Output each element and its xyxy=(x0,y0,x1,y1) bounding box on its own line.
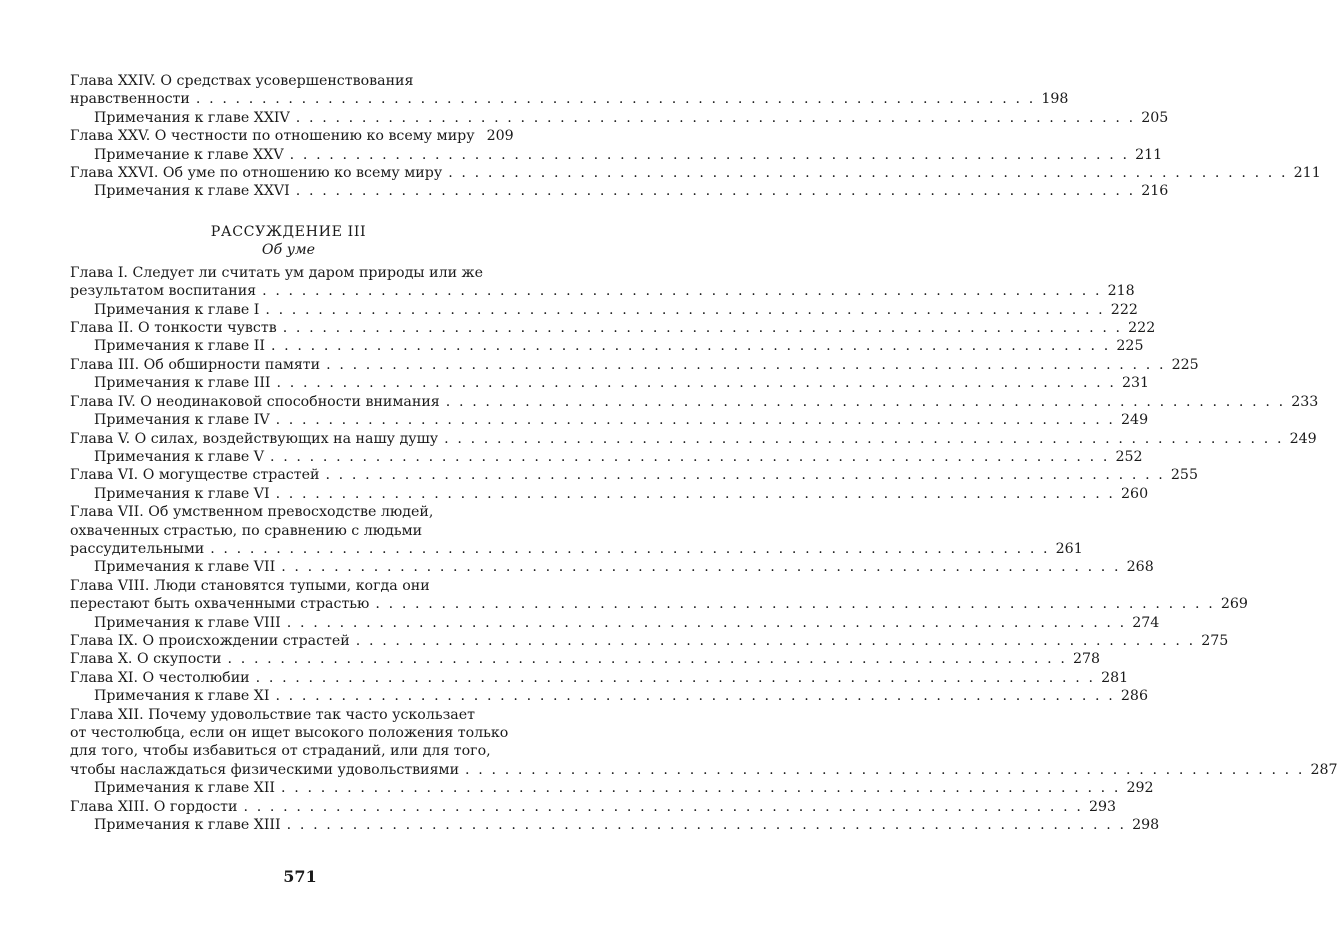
entry-title-line: Глава XI. О честолюбии xyxy=(70,669,250,686)
page-number: 571 xyxy=(283,867,317,886)
toc-note-entry xyxy=(70,614,1160,632)
entry-page-number: 274 xyxy=(1132,614,1160,631)
entry-page-number: 255 xyxy=(1170,467,1198,484)
dot-leader: . . . . . . . . . . . . . . . . . . . . . . . . . . . . . . . . . . . . . . . . . . . . . . . . . . . . . . . . . . . . . . . . xyxy=(195,91,1036,108)
entry-page-number: 231 xyxy=(1122,375,1150,392)
entry-last-line xyxy=(70,282,1135,300)
entry-last-line xyxy=(70,466,1198,484)
entry-page-number: 218 xyxy=(1107,283,1135,300)
entry-title-line: Примечания к главе XI xyxy=(94,688,270,705)
toc-chapter-entry xyxy=(70,650,1101,668)
entry-title-line: Примечания к главе V xyxy=(94,448,264,465)
toc-chapter-entry xyxy=(70,577,1248,614)
entry-title-line: Примечание к главе XXV xyxy=(94,146,284,163)
toc-chapter-entry xyxy=(70,393,1319,411)
entry-last-line xyxy=(70,761,1338,779)
toc-note-entry xyxy=(70,779,1154,797)
dot-leader: . . . . . . . . . . . . . . . . . . . . . . . . . . . . . . . . . . . . . . . . . . . . . . . . . . . . . . . . . . . . . . . . xyxy=(355,632,1196,649)
toc-chapter-entry xyxy=(70,798,1117,816)
entry-page-number: 298 xyxy=(1132,817,1160,834)
entry-page-number: 252 xyxy=(1115,448,1143,465)
entry-last-line xyxy=(94,301,1138,319)
toc-note-entry xyxy=(70,687,1148,705)
entry-title-line: Примечания к главе XXVI xyxy=(94,183,290,200)
entry-last-line xyxy=(70,90,1069,108)
entry-title-line: Глава XIII. О гордости xyxy=(70,798,238,815)
entry-title-line: Примечания к главе XXIV xyxy=(94,109,290,126)
entry-last-line xyxy=(94,337,1144,355)
dot-leader: . . . . . . . . . . . . . . . . . . . . . . . . . . . . . . . . . . . . . . . . . . . . . . . . . . . . . . . . . . . . . . . . xyxy=(255,669,1096,686)
entry-last-line xyxy=(94,182,1169,200)
dot-leader: . . . . . . . . . . . . . . . . . . . . . . . . . . . . . . . . . . . . . . . . . . . . . . . . . . . . . . . . . . . . . . . . xyxy=(445,393,1286,410)
entry-title-line: Глава XII. Почему удовольствие так часто ускользает xyxy=(70,706,476,723)
entry-last-line xyxy=(94,109,1169,127)
entry-last-line xyxy=(94,411,1149,429)
entry-page-number: 205 xyxy=(1141,109,1169,126)
entry-last-line xyxy=(70,669,1129,687)
dot-leader: . . . . . . . . . . . . . . . . . . . . . . . . . . . . . . . . . . . . . . . . . . . . . . . . . . . . . . . . . . . . . . . . xyxy=(281,780,1121,797)
dot-leader: . . . . . . . . . . . . . . . . . . . . . . . . . . . . . . . . . . . . . . . . . . . . . . . . . . . . . . . . . . . . . . . . xyxy=(295,183,1136,200)
entry-last-line xyxy=(94,816,1160,834)
toc-block-part2-end xyxy=(70,72,1321,201)
entry-last-line xyxy=(94,485,1149,503)
entry-title-line: Примечания к главе III xyxy=(94,375,271,392)
entry-title-line: Глава VII. Об умственном превосходстве людей, xyxy=(70,504,434,521)
entry-last-line xyxy=(70,595,1248,613)
dot-leader: . . . . . . . . . . . . . . . . . . . . . . . . . . . . . . . . . . . . . . . . . . . . . . . . . . . . . . . . . . . . . . . . xyxy=(270,338,1111,355)
toc-chapter-entry xyxy=(70,632,1229,650)
dot-leader: . . . . . . . . . . . . . . . . . . . . . . . . . . . . . . . . . . . . . . . . . . . . . . . . . . . . . . . . . . . . . . . . xyxy=(282,320,1123,337)
dot-leader: . . . . . . . . . . . . . . . . . . . . . . . . . . . . . . . . . . . . . . . . . . . . . . . . . . . . . . . . . . . . . . . . xyxy=(325,467,1165,484)
toc-note-entry xyxy=(70,146,1163,164)
entry-title-line: результатом воспитания xyxy=(70,283,257,300)
section-subtitle: Об уме xyxy=(261,241,316,258)
entry-title-line: Примечания к главе IV xyxy=(94,412,270,429)
entry-page-number: 278 xyxy=(1072,651,1101,668)
entry-title-line: Глава VI. О могуществе страстей xyxy=(70,467,320,484)
entry-last-line xyxy=(94,687,1148,705)
toc-note-entry xyxy=(70,816,1160,834)
entry-title-line: Примечания к главе VIII xyxy=(94,614,281,631)
toc-note-entry xyxy=(70,485,1149,503)
entry-page-number: 249 xyxy=(1121,412,1149,429)
entry-page-number: 293 xyxy=(1088,798,1117,815)
entry-title-line: Глава II. О тонкости чувств xyxy=(70,320,277,337)
entry-title-line: Примечания к главе XIII xyxy=(94,817,281,834)
section-heading xyxy=(70,223,507,259)
toc-chapter-entry xyxy=(70,127,514,145)
entry-page-number: 268 xyxy=(1126,559,1154,576)
entry-page-number: 261 xyxy=(1055,540,1083,557)
entry-title-line: Глава X. О скупости xyxy=(70,651,222,668)
entry-title-line: Примечания к главе II xyxy=(94,338,265,355)
dot-leader: . . . . . . . . . . . . . . . . . . . . . . . . . . . . . . . . . . . . . . . . . . . . . . . . . . . . . . . . . . . . . . . . xyxy=(444,430,1284,447)
dot-leader: . . . . . . . . . . . . . . . . . . . . . . . . . . . . . . . . . . . . . . . . . . . . . . . . . . . . . . . . . . . . . . . . xyxy=(281,559,1121,576)
dot-leader: . . . . . . . . . . . . . . . . . . . . . . . . . . . . . . . . . . . . . . . . . . . . . . . . . . . . . . . . . . . . . . . . xyxy=(269,448,1110,465)
section-title: РАССУЖДЕНИЕ III xyxy=(210,223,367,240)
entry-last-line xyxy=(70,632,1229,650)
entry-last-line xyxy=(70,356,1199,374)
entry-page-number: 198 xyxy=(1041,91,1069,108)
entry-last-line xyxy=(94,779,1154,797)
entry-title-line: для того, чтобы избавиться от страданий, или для того, xyxy=(70,743,491,760)
entry-last-line xyxy=(70,540,1083,558)
dot-leader: . . . . . . . . . . . . . . . . . . . . . . . . . . . . . . . . . . . . . . . . . . . . . . . . . . . . . . . . . . . . . . . . xyxy=(275,485,1116,502)
dot-leader: . . . . . . . . . . . . . . . . . . . . . . . . . . . . . . . . . . . . . . . . . . . . . . . . . . . . . . . . . . . . . . . . xyxy=(227,651,1067,668)
dot-leader: . . . . . . . . . . . . . . . . . . . . . . . . . . . . . . . . . . . . . . . . . . . . . . . . . . . . . . . . . . . . . . . . xyxy=(286,817,1127,834)
entry-page-number: 225 xyxy=(1116,338,1144,355)
entry-page-number: 209 xyxy=(486,128,514,145)
entry-title-line: Глава VIII. Люди становятся тупыми, когда они xyxy=(70,577,430,594)
entry-page-number: 225 xyxy=(1171,356,1199,373)
toc-note-entry xyxy=(70,448,1143,466)
toc-chapter-entry xyxy=(70,706,1338,780)
entry-last-line xyxy=(94,448,1143,466)
entry-title-line: нравственности xyxy=(70,91,190,108)
entry-title-line: охваченных страстью, по сравнению с людьми xyxy=(70,522,423,539)
entry-page-number: 292 xyxy=(1126,780,1154,797)
entry-title-line: Примечания к главе I xyxy=(94,301,260,318)
toc-note-entry xyxy=(70,374,1150,392)
entry-title-line: Глава XXV. О честности по отношению ко всему миру xyxy=(70,128,475,145)
dot-leader: . . . . . . . . . . . . . . . . . . . . . . . . . . . . . . . . . . . . . . . . . . . . . . . . . . . . . . . . . . . . . . . . xyxy=(289,146,1130,163)
dot-leader: . . . . . . . . . . . . . . . . . . . . . . . . . . . . . . . . . . . . . . . . . . . . . . . . . . . . . . . . . . . . . . . . xyxy=(262,283,1102,300)
entry-last-line xyxy=(94,374,1150,392)
dot-leader: . . . . . . . . . . . . . . . . . . . . . . . . . . . . . . . . . . . . . . . . . . . . . . . . . . . . . . . . . . . . . . . . xyxy=(326,356,1166,373)
entry-page-number: 260 xyxy=(1121,485,1149,502)
toc-note-entry xyxy=(70,337,1144,355)
entry-page-number: 287 xyxy=(1310,761,1338,778)
toc-chapter-entry xyxy=(70,264,1135,301)
toc-chapter-entry xyxy=(70,503,1083,558)
toc-chapter-entry xyxy=(70,430,1317,448)
entry-last-line xyxy=(94,558,1154,576)
entry-title-line: Глава XXVI. Об уме по отношению ко всему миру xyxy=(70,165,443,182)
entry-title-line: Глава XXIV. О средствах усовершенствования xyxy=(70,73,414,89)
entry-page-number: 269 xyxy=(1220,596,1248,613)
entry-title-line: от честолюбца, если он ищет высокого положения только xyxy=(70,725,509,741)
dot-leader: . . . . . . . . . . . . . . . . . . . . . . . . . . . . . . . . . . . . . . . . . . . . . . . . . . . . . . . . . . . . . . . . xyxy=(275,688,1115,705)
entry-last-line xyxy=(70,798,1117,816)
entry-title-line: Глава IX. О происхождении страстей xyxy=(70,632,350,649)
entry-page-number: 233 xyxy=(1291,393,1319,410)
toc-note-entry xyxy=(70,411,1149,429)
toc-note-entry xyxy=(70,558,1154,576)
entry-title-line: Глава V. О силах, воздействующих на нашу душу xyxy=(70,430,439,447)
entry-title-line: перестают быть охваченными страстью xyxy=(70,596,370,613)
dot-leader: . . . . . . . . . . . . . . . . . . . . . . . . . . . . . . . . . . . . . . . . . . . . . . . . . . . . . . . . . . . . . . . . xyxy=(375,596,1215,613)
toc-note-entry xyxy=(70,109,1169,127)
entry-page-number: 222 xyxy=(1110,301,1138,318)
dot-leader: . . . . . . . . . . . . . . . . . . . . . . . . . . . . . . . . . . . . . . . . . . . . . . . . . . . . . . . . . . . . . . . . xyxy=(275,412,1116,429)
toc-note-entry xyxy=(70,182,1169,200)
entry-last-line xyxy=(70,650,1101,668)
dot-leader: . . . . . . . . . . . . . . . . . . . . . . . . . . . . . . . . . . . . . . . . . . . . . . . . . . . . . . . . . . . . . . . . xyxy=(286,614,1127,631)
entry-last-line xyxy=(94,146,1163,164)
toc-chapter-entry xyxy=(70,164,1321,182)
entry-title-line: рассудительными xyxy=(70,540,205,557)
entry-title-line: Глава IV. О неодинаковой способности внимания xyxy=(70,393,440,410)
toc-chapter-entry xyxy=(70,72,1069,109)
entry-title-line: Примечания к главе XII xyxy=(94,780,276,797)
dot-leader: . . . . . . . . . . . . . . . . . . . . . . . . . . . . . . . . . . . . . . . . . . . . . . . . . . . . . . . . . . . . . . . . xyxy=(295,109,1136,126)
toc-note-entry xyxy=(70,301,1138,319)
entry-page-number: 286 xyxy=(1120,688,1148,705)
entry-page-number: 275 xyxy=(1201,632,1229,649)
dot-leader: . . . . . . . . . . . . . . . . . . . . . . . . . . . . . . . . . . . . . . . . . . . . . . . . . . . . . . . . . . . . . . . . xyxy=(243,798,1083,815)
dot-leader: . . . . . . . . . . . . . . . . . . . . . . . . . . . . . . . . . . . . . . . . . . . . . . . . . . . . . . . . . . . . . . . . xyxy=(465,761,1305,778)
entry-last-line xyxy=(70,393,1319,411)
entry-title-line: чтобы наслаждаться физическими удовольствиями xyxy=(70,761,460,778)
entry-page-number: 211 xyxy=(1293,165,1321,182)
entry-last-line xyxy=(70,164,1321,182)
table-of-contents xyxy=(70,72,1338,834)
entry-title-line: Примечания к главе VII xyxy=(94,559,276,576)
toc-block-discourse-3 xyxy=(70,264,1338,835)
entry-title-line: Глава I. Следует ли считать ум даром природы или же xyxy=(70,264,483,281)
dot-leader: . . . . . . . . . . . . . . . . . . . . . . . . . . . . . . . . . . . . . . . . . . . . . . . . . . . . . . . . . . . . . . . . xyxy=(210,540,1050,557)
entry-page-number: 211 xyxy=(1135,146,1163,163)
entry-title-line: Глава III. Об обширности памяти xyxy=(70,356,321,373)
entry-page-number: 222 xyxy=(1128,320,1156,337)
toc-chapter-entry xyxy=(70,356,1199,374)
dot-leader: . . . . . . . . . . . . . . . . . . . . . . . . . . . . . . . . . . . . . . . . . . . . . . . . . . . . . . . . . . . . . . . . xyxy=(265,301,1105,318)
entry-page-number: 249 xyxy=(1289,430,1317,447)
entry-last-line xyxy=(70,319,1156,337)
entry-last-line xyxy=(70,430,1317,448)
dot-leader: . . . . . . . . . . . . . . . . . . . . . . . . . . . . . . . . . . . . . . . . . . . . . . . . . . . . . . . . . . . . . . . . xyxy=(448,165,1288,182)
entry-last-line xyxy=(94,614,1160,632)
entry-last-line xyxy=(70,127,514,145)
entry-page-number: 281 xyxy=(1101,669,1129,686)
dot-leader: . . . . . . . . . . . . . . . . . . . . . . . . . . . . . . . . . . . . . . . . . . . . . . . . . . . . . . . . . . . . . . . . xyxy=(276,375,1116,392)
toc-chapter-entry xyxy=(70,319,1156,337)
entry-page-number: 216 xyxy=(1141,183,1169,200)
toc-chapter-entry xyxy=(70,466,1198,484)
toc-chapter-entry xyxy=(70,669,1129,687)
entry-title-line: Примечания к главе VI xyxy=(94,485,270,502)
